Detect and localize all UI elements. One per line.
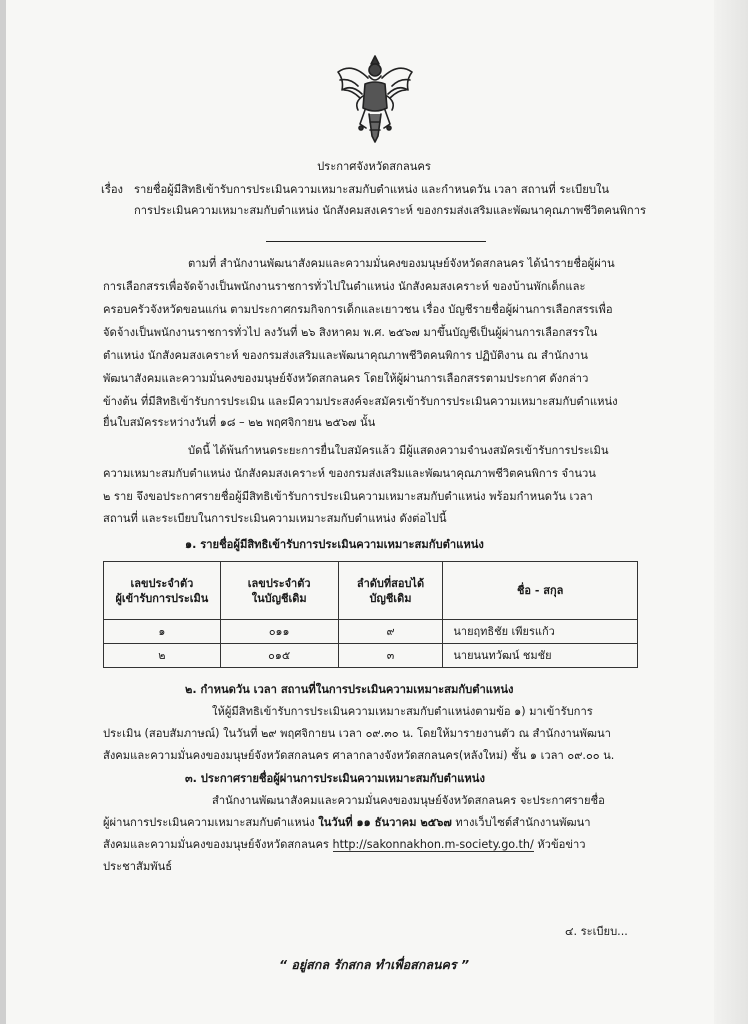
- table-header-row: [104, 562, 638, 620]
- page-edge-left: [0, 0, 6, 1024]
- subject-line-1: รายชื่อผู้มีสิทธิเข้ารับการประเมินความเหมาะสมกับตำแหน่ง และกำหนดวัน เวลา สถานที่ ระเบียบใน: [134, 183, 610, 196]
- continued-marker: ๔. ระเบียบ...: [565, 925, 628, 938]
- candidates-table: [103, 561, 638, 668]
- para1-line: ยื่นใบสมัครระหว่างวันที่ ๑๘ – ๒๒ พฤศจิกายน ๒๕๖๗ นั้น: [103, 416, 376, 429]
- subject-line-2: การประเมินความเหมาะสมกับตำแหน่ง นักสังคมสงเคราะห์ ของกรมส่งเสริมและพัฒนาคุณภาพชีวิตคนพิการ: [134, 204, 646, 217]
- website-link[interactable]: http://sakonnakhon.m-society.go.th/: [332, 838, 534, 851]
- para1-line: การเลือกสรรเพื่อจัดจ้างเป็นพนักงานราชการทั่วไปในตำแหน่ง นักสังคมสงเคราะห์ ของบ้านพักเด็กและ: [103, 280, 586, 293]
- para2-line: ความเหมาะสมกับตำแหน่ง นักสังคมสงเคราะห์ ของกรมส่งเสริมและพัฒนาคุณภาพชีวิตคนพิการ จำนวน: [103, 467, 596, 480]
- section1-heading: ๑. รายชื่อผู้มีสิทธิเข้ารับการประเมินความเหมาะสมกับตำแหน่ง: [185, 538, 484, 551]
- para1-line: ตำแหน่ง นักสังคมสงเคราะห์ ของกรมส่งเสริมและพัฒนาคุณภาพชีวิตคนพิการ ปฏิบัติงาน ณ สำนักงาน: [103, 349, 588, 362]
- para1-line: พัฒนาสังคมและความมั่นคงของมนุษย์จังหวัดสกลนคร โดยให้ผู้ผ่านการเลือกสรรตามประกาศ ดังกล่าว: [103, 372, 589, 385]
- announcement-title: ประกาศจังหวัดสกลนคร: [317, 160, 431, 173]
- result-date: ในวันที่ ๑๑ ธันวาคม ๒๕๖๗: [318, 816, 452, 829]
- column-header-applicant-id: [104, 562, 221, 620]
- section3-line: สำนักงานพัฒนาสังคมและความมั่นคงของมนุษย์จังหวัดสกลนคร จะประกาศรายชื่อ: [212, 794, 605, 807]
- section3-line: ประชาสัมพันธ์: [103, 860, 173, 873]
- table-cell: ๓: [338, 644, 443, 668]
- section3-text: หัวข้อข่าว: [533, 838, 586, 851]
- column-header-text: ผู้เข้ารับการประเมิน: [115, 591, 209, 605]
- para1-line: ครอบครัวจังหวัดขอนแก่น ตามประกาศกรมกิจการเด็กและเยาวชน เรื่อง บัญชีรายชื่อผู้ผ่านการเลือกสรรเพื่อ: [103, 303, 613, 316]
- column-header-text: เลขประจำตัว: [247, 576, 311, 590]
- column-header-text: เลขประจำตัว: [130, 576, 194, 590]
- column-header-text: ชื่อ - สกุล: [516, 584, 564, 597]
- subject-label: เรื่อง: [101, 183, 124, 196]
- column-header-text: ลำดับที่สอบได้: [356, 576, 425, 590]
- title-divider: [266, 241, 486, 242]
- table-cell: นายนนทวัฒน์ ชมชัย: [443, 644, 638, 668]
- section2-line: ให้ผู้มีสิทธิเข้ารับการประเมินความเหมาะสมกับตำแหน่งตามข้อ ๑) มาเข้ารับการ: [212, 705, 593, 718]
- para2-line: บัดนี้ ได้พ้นกำหนดระยะการยื่นใบสมัครแล้ว มีผู้แสดงความจำนงสมัครเข้ารับการประเมิน: [188, 444, 609, 457]
- para1-line: จัดจ้างเป็นพนักงานราชการทั่วไป ลงวันที่ ๒๖ สิงหาคม พ.ศ. ๒๕๖๗ มาขึ้นบัญชีเป็นผู้ผ่านการเลือกสรรใน: [103, 326, 598, 339]
- section3-text: ผู้ผ่านการประเมินความเหมาะสมกับตำแหน่ง: [103, 816, 319, 829]
- section3-text: สังคมและความมั่นคงของมนุษย์จังหวัดสกลนคร: [103, 838, 333, 851]
- column-header-name: [443, 562, 638, 620]
- table-cell: ๐๑๕: [220, 644, 338, 668]
- provincial-motto: “ อยู่สกล รักสกล ทำเพื่อสกลนคร ”: [278, 957, 470, 972]
- page-edge-right: [714, 0, 748, 1024]
- section3-heading: ๓. ประกาศรายชื่อผู้ผ่านการประเมินความเหมาะสมกับตำแหน่ง: [185, 772, 485, 785]
- column-header-text: บัญชีเดิม: [369, 591, 412, 605]
- section2-line: ประเมิน (สอบสัมภาษณ์) ในวันที่ ๒๙ พฤศจิกายน เวลา ๐๙.๓๐ น. โดยให้มารายงานตัว ณ สำนักงานพัฒนา: [103, 727, 611, 740]
- section3-line: [103, 816, 591, 830]
- table-row: [104, 644, 638, 668]
- section3-line: [103, 838, 586, 852]
- table-cell: ๐๑๑: [220, 620, 338, 644]
- table-row: [104, 620, 638, 644]
- table-cell: ๙: [338, 620, 443, 644]
- para1-line: ข้างต้น ที่มีสิทธิเข้ารับการประเมิน และมีความประสงค์จะสมัครเข้ารับการประเมินความเหมาะสมกับตำแหน่ง: [103, 395, 618, 408]
- table-cell: ๑: [104, 620, 221, 644]
- column-header-original-id: [220, 562, 338, 620]
- garuda-emblem-icon: [332, 50, 418, 146]
- section2-line: สังคมและความมั่นคงของมนุษย์จังหวัดสกลนคร ศาลากลางจังหวัดสกลนคร(หลังใหม่) ชั้น ๑ เวลา ๐๙.๐๐ น.: [103, 749, 615, 762]
- para2-line: ๒ ราย จึงขอประกาศรายชื่อผู้มีสิทธิเข้ารับการประเมินความเหมาะสมกับตำแหน่ง พร้อมกำหนดวัน เวลา: [103, 490, 593, 503]
- section3-text: ทางเว็บไซต์สำนักงานพัฒนา: [451, 816, 591, 829]
- column-header-rank: [338, 562, 443, 620]
- column-header-text: ในบัญชีเดิม: [251, 591, 307, 605]
- section2-heading: ๒. กำหนดวัน เวลา สถานที่ในการประเมินความเหมาะสมกับตำแหน่ง: [185, 683, 514, 696]
- para1-line: ตามที่ สำนักงานพัฒนาสังคมและความมั่นคงของมนุษย์จังหวัดสกลนคร ได้นำรายชื่อผู้ผ่าน: [188, 257, 615, 270]
- table-cell: นายฤทธิชัย เพียรแก้ว: [443, 620, 638, 644]
- para2-line: สถานที่ และระเบียบในการประเมินความเหมาะสมกับตำแหน่ง ดังต่อไปนี้: [103, 512, 447, 525]
- table-cell: ๒: [104, 644, 221, 668]
